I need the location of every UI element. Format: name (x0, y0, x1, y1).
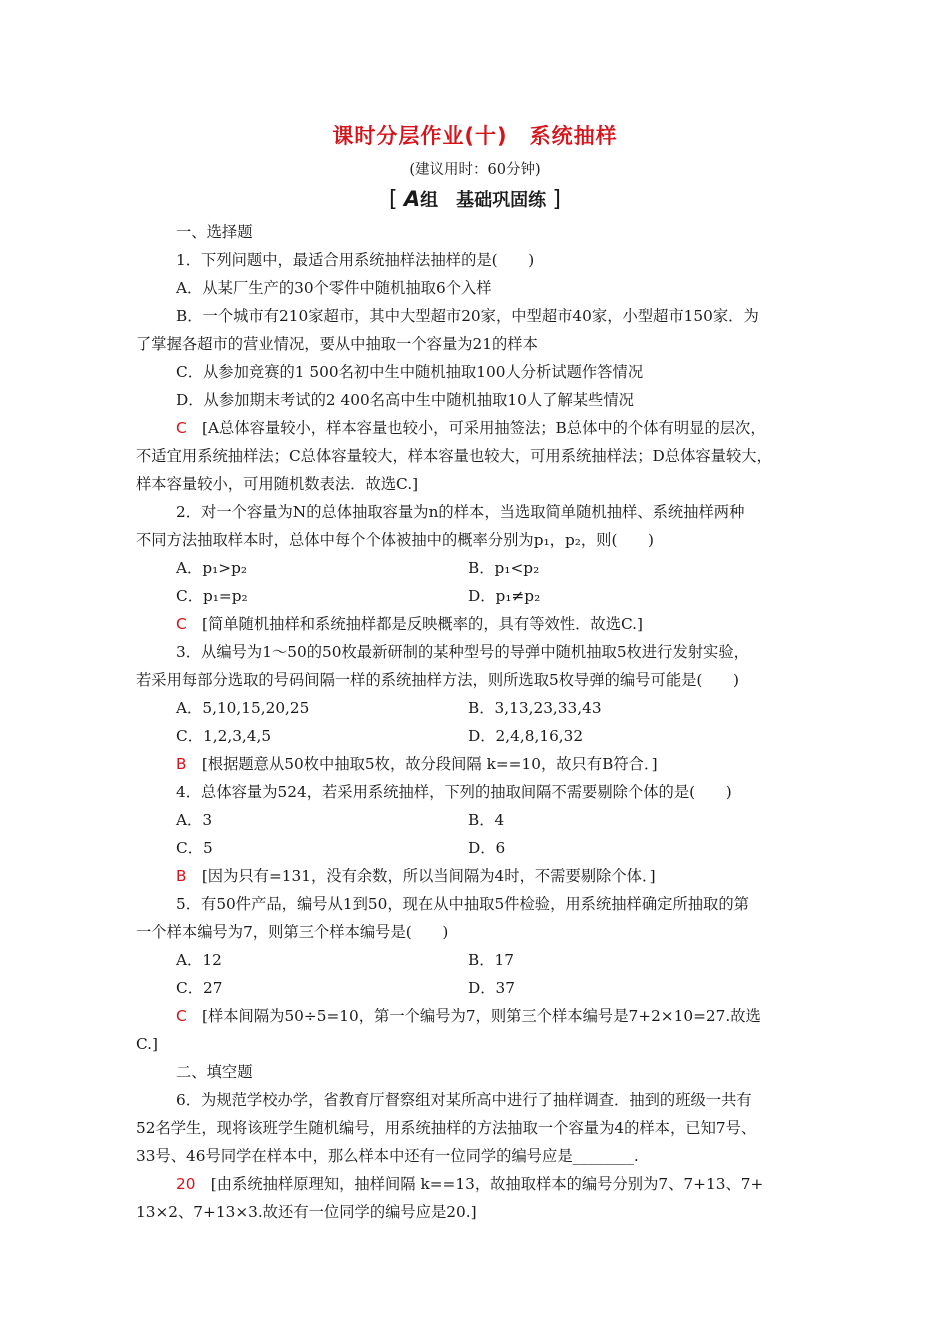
q3-stem-line1: 3．从编号为1～50的50枚最新研制的某种型号的导弹中随机抽取5枚进行发射实验， (176, 643, 749, 661)
q4-option-d: D．6 (468, 839, 506, 857)
q3-option-d: D．2,4,8,16,32 (468, 727, 584, 745)
q5-option-d: D．37 (468, 979, 516, 997)
q4-explanation: B [因为只有=131，没有余数，所以当间隔为4时，不需要剔除个体．] (176, 867, 656, 885)
q1-answer: C (176, 419, 187, 437)
q2-stem-line2: 不同方法抽取样本时，总体中每个个体被抽中的概率分别为p₁，p₂，则( ) (136, 531, 654, 549)
page-title: 课时分层作业(十) 系统抽样 (332, 124, 618, 148)
q6-stem-line1: 6．为规范学校办学，省教育厅督察组对某所高中进行了抽样调查．抽到的班级一共有 (176, 1091, 752, 1109)
q3-option-a: A．5,10,15,20,25 (176, 699, 310, 717)
section-choice: 一、选择题 (176, 223, 253, 241)
q3-answer: B (176, 755, 187, 773)
q6-explanation-line1: 20 [由系统抽样原理知，抽样间隔 k==13，故抽取样本的编号分别为7、7+13、7+ (176, 1175, 764, 1193)
q2-stem-line1: 2．对一个容量为N的总体抽取容量为n的样本，当选取简单随机抽样、系统抽样两种 (176, 503, 745, 521)
q2-option-b: B．p₁<p₂ (468, 559, 540, 577)
q5-option-b: B．17 (468, 951, 515, 969)
group-heading (0, 186, 950, 212)
q2-explanation: C [简单随机抽样和系统抽样都是反映概率的，具有等效性．故选C.] (176, 615, 643, 633)
q5-stem-line1: 5．有50件产品，编号从1到50，现在从中抽取5件检验，用系统抽样确定所抽取的第 (176, 895, 749, 913)
q1-explanation-line3: 样本容量较小，可用随机数表法．故选C.] (136, 475, 419, 493)
q2-answer: C (176, 615, 187, 633)
q5-stem-line2: 一个样本编号为7，则第三个样本编号是( ) (136, 923, 449, 941)
q5-explanation-line1: C [样本间隔为50÷5=10，第一个编号为7，则第三个样本编号是7+2×10=27.故选 (176, 1007, 761, 1025)
q1-option-b-line2: 了掌握各超市的营业情况，要从中抽取一个容量为21的样本 (136, 335, 538, 353)
group-a-badge: A (403, 187, 421, 211)
q5-option-c: C．27 (176, 979, 223, 997)
q2-option-c: C．p₁=p₂ (176, 587, 248, 605)
group-label: 组 基础巩固练 (420, 190, 547, 211)
q1-explanation-line2: 不适宜用系统抽样法；C总体容量较大，样本容量也较大，可用系统抽样法；D总体容量较大， (136, 447, 772, 465)
q2-option-a: A．p₁>p₂ (176, 559, 248, 577)
q4-option-a: A．3 (176, 811, 213, 829)
q4-stem: 4．总体容量为524，若采用系统抽样，下列的抽取间隔不需要剔除个体的是( ) (176, 783, 732, 801)
left-bracket-icon: [ (388, 187, 398, 212)
q1-explanation-line1: C [A总体容量较小，样本容量也较小，可采用抽签法；B总体中的个体有明显的层次， (176, 419, 766, 437)
q1-option-c: C．从参加竞赛的1 500名初中生中随机抽取100人分析试题作答情况 (176, 363, 644, 381)
q4-option-b: B．4 (468, 811, 505, 829)
q5-option-a: A．12 (176, 951, 222, 969)
q3-option-c: C．1,2,3,4,5 (176, 727, 272, 745)
q3-option-b: B．3,13,23,33,43 (468, 699, 602, 717)
q4-answer: B (176, 867, 187, 885)
q1-option-b-line1: B．一个城市有210家超市，其中大型超市20家，中型超市40家，小型超市150家．为 (176, 307, 759, 325)
q4-option-c: C．5 (176, 839, 213, 857)
q6-stem-line2: 52名学生，现将该班学生随机编号，用系统抽样的方法抽取一个容量为4的样本，已知7号、 (136, 1119, 757, 1137)
q5-explanation-line2: C.] (136, 1035, 158, 1053)
q6-explanation-line2: 13×2、7+13×3.故还有一位同学的编号应是20.] (136, 1203, 477, 1221)
q3-explanation: B [根据题意从50枚中抽取5枚，故分段间隔 k==10，故只有B符合．] (176, 755, 658, 773)
q1-option-a: A．从某厂生产的30个零件中随机抽取6个入样 (176, 279, 492, 297)
q2-option-d: D．p₁≠p₂ (468, 587, 541, 605)
time-hint: (建议用时：60分钟) (409, 162, 541, 178)
q1-option-d: D．从参加期末考试的2 400名高中生中随机抽取10人了解某些情况 (176, 391, 634, 409)
q5-answer: C (176, 1007, 187, 1025)
right-bracket-icon: ] (552, 187, 561, 212)
q6-answer: 20 (176, 1175, 196, 1193)
q1-stem: 1．下列问题中，最适合用系统抽样法抽样的是( ) (176, 251, 535, 269)
section-fill: 二、填空题 (176, 1063, 253, 1081)
q6-stem-line3: 33号、46号同学在样本中，那么样本中还有一位同学的编号应是________. (136, 1147, 639, 1165)
q3-stem-line2: 若采用每部分选取的号码间隔一样的系统抽样方法，则所选取5枚导弹的编号可能是( ) (136, 671, 739, 689)
